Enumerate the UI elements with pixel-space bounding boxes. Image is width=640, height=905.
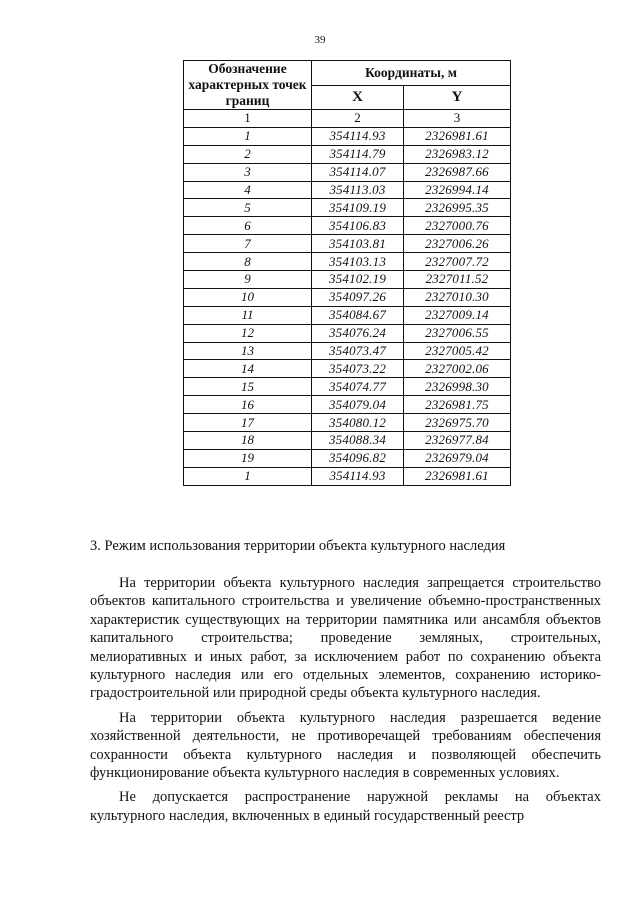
x-coordinate: 354113.03 <box>312 181 404 199</box>
table-body <box>184 110 511 486</box>
point-number: 2 <box>184 145 312 163</box>
point-number: 1 <box>184 127 312 145</box>
x-coordinate: 354106.83 <box>312 217 404 235</box>
x-coordinate: 354102.19 <box>312 271 404 289</box>
x-coordinate: 354080.12 <box>312 414 404 432</box>
point-number: 4 <box>184 181 312 199</box>
point-number: 1 <box>184 467 312 485</box>
table-row <box>184 432 511 450</box>
y-coordinate: 2327005.42 <box>404 342 511 360</box>
point-number: 19 <box>184 449 312 467</box>
table-row <box>184 414 511 432</box>
point-number: 12 <box>184 324 312 342</box>
table-row <box>184 181 511 199</box>
x-coordinate: 354079.04 <box>312 396 404 414</box>
y-coordinate: 2326981.61 <box>404 467 511 485</box>
y-coordinate: 2326987.66 <box>404 163 511 181</box>
section-heading: 3. Режим использования территории объекта культурного наследия <box>90 538 506 554</box>
paragraph: На территории объекта культурного наследия разрешается ведение хозяйственной деятельности, не противоречащей требованиям обеспечения сохранности объекта культурного наследия и позволяющей обеспечить функционирование объекта культурного наследия в современных условиях. <box>90 709 601 782</box>
x-coordinate: 354114.07 <box>312 163 404 181</box>
point-number: 11 <box>184 306 312 324</box>
table-row <box>184 163 511 181</box>
y-coordinate: 2327000.76 <box>404 217 511 235</box>
x-coordinate: 354073.47 <box>312 342 404 360</box>
table-row <box>184 145 511 163</box>
table-row <box>184 324 511 342</box>
point-number: 18 <box>184 432 312 450</box>
y-coordinate: 2326979.04 <box>404 449 511 467</box>
header-coordinates: Координаты, м <box>312 61 511 86</box>
table-row <box>184 342 511 360</box>
point-number: 17 <box>184 414 312 432</box>
y-coordinate: 2327007.72 <box>404 253 511 271</box>
point-number: 14 <box>184 360 312 378</box>
y-coordinate: 2326977.84 <box>404 432 511 450</box>
table-row <box>184 271 511 289</box>
column-number-row <box>184 110 511 128</box>
table-row <box>184 396 511 414</box>
table-row <box>184 378 511 396</box>
y-coordinate: 2327009.14 <box>404 306 511 324</box>
x-coordinate: 354103.13 <box>312 253 404 271</box>
point-number: 13 <box>184 342 312 360</box>
point-number: 5 <box>184 199 312 217</box>
y-coordinate: 2326981.75 <box>404 396 511 414</box>
y-coordinate: 2327006.55 <box>404 324 511 342</box>
y-coordinate: 2326998.30 <box>404 378 511 396</box>
coordinates-table <box>183 60 511 486</box>
column-number: 1 <box>184 110 312 128</box>
y-coordinate: 2326994.14 <box>404 181 511 199</box>
y-coordinate: 2326995.35 <box>404 199 511 217</box>
y-coordinate: 2327002.06 <box>404 360 511 378</box>
table-row <box>184 217 511 235</box>
point-number: 16 <box>184 396 312 414</box>
page-number: 39 <box>314 34 326 46</box>
point-number: 9 <box>184 271 312 289</box>
header-designation: Обозначение характерных точек границ <box>184 61 312 110</box>
y-coordinate: 2326983.12 <box>404 145 511 163</box>
y-coordinate: 2327010.30 <box>404 288 511 306</box>
point-number: 10 <box>184 288 312 306</box>
point-number: 7 <box>184 235 312 253</box>
paragraph: На территории объекта культурного наследия запрещается строительство объектов капитального строительства и увеличение объемно-пространственных характеристик существующих на территории памятника или ансамбля объектов капитального строительства; проведение земляных, строительных, мелиоративных и иных работ, за исключением работ по сохранению объекта культурного наследия или его отдельных элементов, сохранению историко-градостроительной или природной среды объекта культурного наследия. <box>90 575 601 702</box>
x-coordinate: 354076.24 <box>312 324 404 342</box>
header-x: X <box>312 85 404 110</box>
table-row <box>184 306 511 324</box>
paragraph: Не допускается распространение наружной рекламы на объектах культурного наследия, включенных в единый государственный реестр <box>90 789 601 824</box>
x-coordinate: 354096.82 <box>312 449 404 467</box>
y-coordinate: 2326975.70 <box>404 414 511 432</box>
point-number: 3 <box>184 163 312 181</box>
column-number: 3 <box>404 110 511 128</box>
x-coordinate: 354103.81 <box>312 235 404 253</box>
x-coordinate: 354073.22 <box>312 360 404 378</box>
x-coordinate: 354114.79 <box>312 145 404 163</box>
table-row <box>184 127 511 145</box>
x-coordinate: 354097.26 <box>312 288 404 306</box>
table-row <box>184 235 511 253</box>
body-text <box>90 574 601 831</box>
table-row <box>184 253 511 271</box>
table-row <box>184 288 511 306</box>
column-number: 2 <box>312 110 404 128</box>
x-coordinate: 354084.67 <box>312 306 404 324</box>
table-row <box>184 199 511 217</box>
x-coordinate: 354074.77 <box>312 378 404 396</box>
y-coordinate: 2327011.52 <box>404 271 511 289</box>
point-number: 6 <box>184 217 312 235</box>
point-number: 15 <box>184 378 312 396</box>
x-coordinate: 354114.93 <box>312 127 404 145</box>
x-coordinate: 354088.34 <box>312 432 404 450</box>
table-row <box>184 449 511 467</box>
y-coordinate: 2327006.26 <box>404 235 511 253</box>
x-coordinate: 354109.19 <box>312 199 404 217</box>
y-coordinate: 2326981.61 <box>404 127 511 145</box>
point-number: 8 <box>184 253 312 271</box>
table-row <box>184 360 511 378</box>
x-coordinate: 354114.93 <box>312 467 404 485</box>
table-row <box>184 467 511 485</box>
header-y: Y <box>404 85 511 110</box>
